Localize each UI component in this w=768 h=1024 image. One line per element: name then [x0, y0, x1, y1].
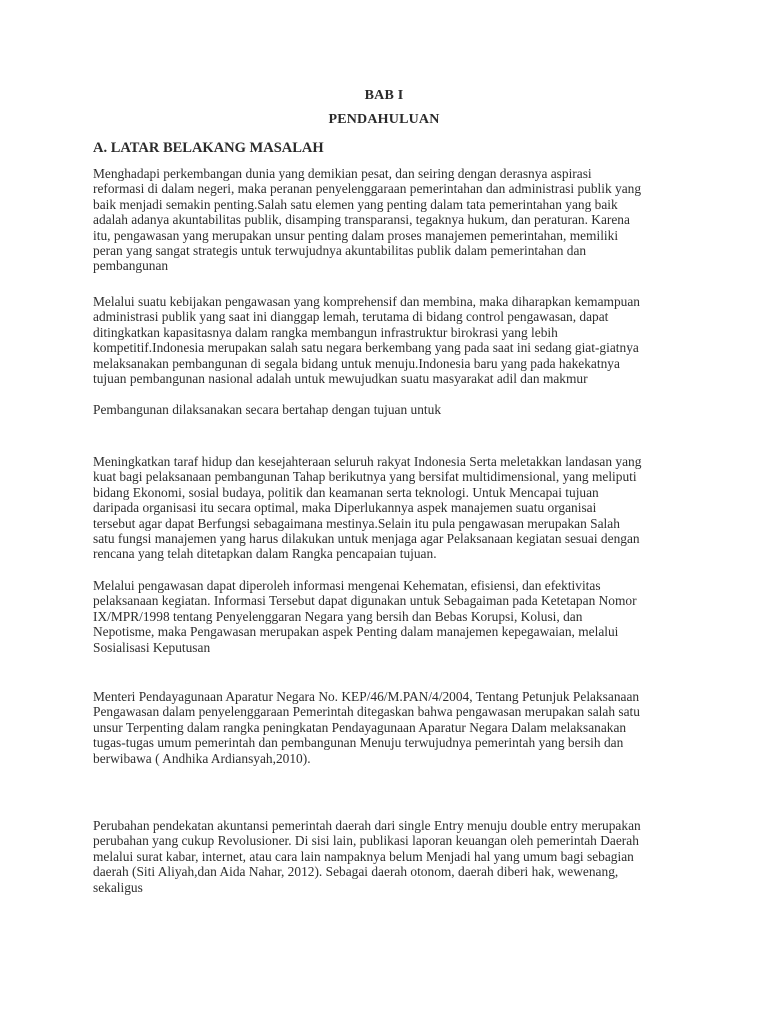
paragraph-line: pelaksanaan kegiatan. Informasi Tersebut dapat digunakan untuk Sebagaiman pada Ketetapan Nomor [93, 593, 637, 609]
paragraph-line: Sosialisasi Keputusan [93, 639, 211, 655]
paragraph-line: bidang Ekonomi, sosial budaya, politik dan keamanan serta teknologi. Untuk Mencapai tujuan [93, 484, 599, 500]
paragraph-line: satu fungsi manajemen yang harus dilakukan untuk menjaga agar Pelaksanaan kegiatan sesuai dengan [93, 531, 640, 547]
paragraph-line: Pembangunan dilaksanakan secara bertahap dengan tujuan untuk [93, 402, 442, 417]
paragraph-line: Perubahan pendekatan akuntansi pemerintah daerah dari single Entry menuju double entry merupakan [93, 818, 641, 833]
paragraph-line: unsur Terpenting dalam rangka peningkatan Pendayagunaan Aparatur Negara Dalam melaksanakan [93, 719, 627, 735]
paragraph-line: Melalui pengawasan dapat diperoleh informasi mengenai Kehematan, efisiensi, dan efektivitas [93, 578, 601, 593]
paragraph-line: kompetitif.Indonesia merupakan salah satu negara berkembang yang pada saat ini sedang giat-giatnya [93, 340, 639, 356]
paragraph-line: administrasi publik yang saat ini dianggap lemah, terutama di bidang control pengawasan, dapat [93, 309, 609, 325]
paragraph-7 [93, 818, 683, 895]
paragraph-2 [93, 294, 683, 386]
paragraph-line: melaksanakan pembangunan di segala bidang untuk menuju.Indonesia baru yang pada hakekatnya [93, 355, 620, 371]
paragraph-line: adalah adanya akuntabilitas publik, disamping transparansi, tegaknya hukum, dan peraturan. Karena [93, 212, 630, 228]
paragraph-1 [93, 166, 683, 274]
paragraph-line: Pengawasan dalam penyelenggaraan Pemerintah ditegaskan bahwa pengawasan merupakan salah satu [93, 704, 640, 720]
paragraph-line: Menghadapi perkembangan dunia yang demikian pesat, dan seiring dengan derasnya aspirasi [93, 166, 592, 181]
paragraph-line: Melalui suatu kebijakan pengawasan yang komprehensif dan membina, maka diharapkan kemampuan [93, 294, 640, 309]
paragraph-line: perubahan yang cukup Revolusioner. Di sisi lain, publikasi laporan keuangan oleh pemerintah Daerah [93, 833, 639, 849]
paragraph-line: berwibawa ( Andhika Ardiansyah,2010). [93, 750, 311, 766]
paragraph-6 [93, 689, 683, 766]
paragraph-3 [93, 402, 683, 417]
paragraph-5 [93, 578, 683, 655]
paragraph-line: Nepotisme, maka Pengawasan merupakan aspek Penting dalam manajemen kepegawaian, melalui [93, 624, 619, 640]
paragraph-line: kuat bagi pelaksanaan pembangunan Tahap berikutnya yang bersifat multidimensional, yang meliputi [93, 469, 637, 485]
chapter-heading: BAB I [364, 88, 404, 103]
paragraph-line: tugas-tugas umum pemerintah dan pembangunan Menuju terwujudnya pemerintah yang bersih dan [93, 735, 624, 751]
paragraph-line: baik menjadi semakin penting.Salah satu elemen yang penting dalam tata pemerintahan yang baik [93, 196, 618, 212]
paragraph-line: daerah (Siti Aliyah,dan Aida Nahar, 2012). Sebagai daerah otonom, daerah diberi hak, wewenang, [93, 864, 619, 880]
paragraph-line: daripada organisasi itu secara optimal, maka Diperlukannya aspek manajemen suatu organisai [93, 500, 597, 516]
paragraph-line: itu, pengawasan yang merupakan unsur penting dalam proses manajemen pemerintahan, memiliki [93, 227, 619, 243]
paragraph-line: tersebut agar dapat Berfungsi sebagaimana mestinya.Selain itu pula pengawasan merupakan Salah [93, 515, 620, 531]
paragraph-line: ditingkatkan kapasitasnya dalam rangka membangun infrastruktur birokrasi yang lebih [93, 324, 558, 340]
paragraph-line: tujuan pembangunan nasional adalah untuk mewujudkan suatu masyarakat adil dan makmur [93, 371, 588, 387]
paragraph-line: sekaligus [93, 879, 143, 895]
paragraph-line: peran yang sangat strategis untuk terwujudnya akuntabilitas publik dalam pemerintahan dan [93, 243, 587, 259]
paragraph-line: reformasi di dalam negeri, maka peranan penyelenggaraan pemerintahan dan administrasi publik yang [93, 181, 642, 197]
section-title: A. LATAR BELAKANG MASALAH [93, 140, 324, 156]
paragraph-4 [93, 454, 683, 562]
paragraph-line: rencana yang telah ditetapkan dalam Rangka pencapaian tujuan. [93, 546, 437, 562]
paragraph-line: Meningkatkan taraf hidup dan kesejahteraan seluruh rakyat Indonesia Serta meletakkan landasan yang [93, 454, 642, 469]
paragraph-line: melalui surat kabar, internet, atau cara lain nampaknya belum Menjadi hal yang umum bagi sebagian [93, 848, 634, 864]
paragraph-line: IX/MPR/1998 tentang Penyelenggaran Negara yang bersih dan Bebas Korupsi, Kolusi, dan [93, 608, 583, 624]
paragraph-line: Menteri Pendayagunaan Aparatur Negara No. KEP/46/M.PAN/4/2004, Tentang Petunjuk Pelaksanaan [93, 689, 640, 704]
chapter-title: PENDAHULUAN [328, 112, 440, 127]
paragraph-line: pembangunan [93, 258, 169, 274]
